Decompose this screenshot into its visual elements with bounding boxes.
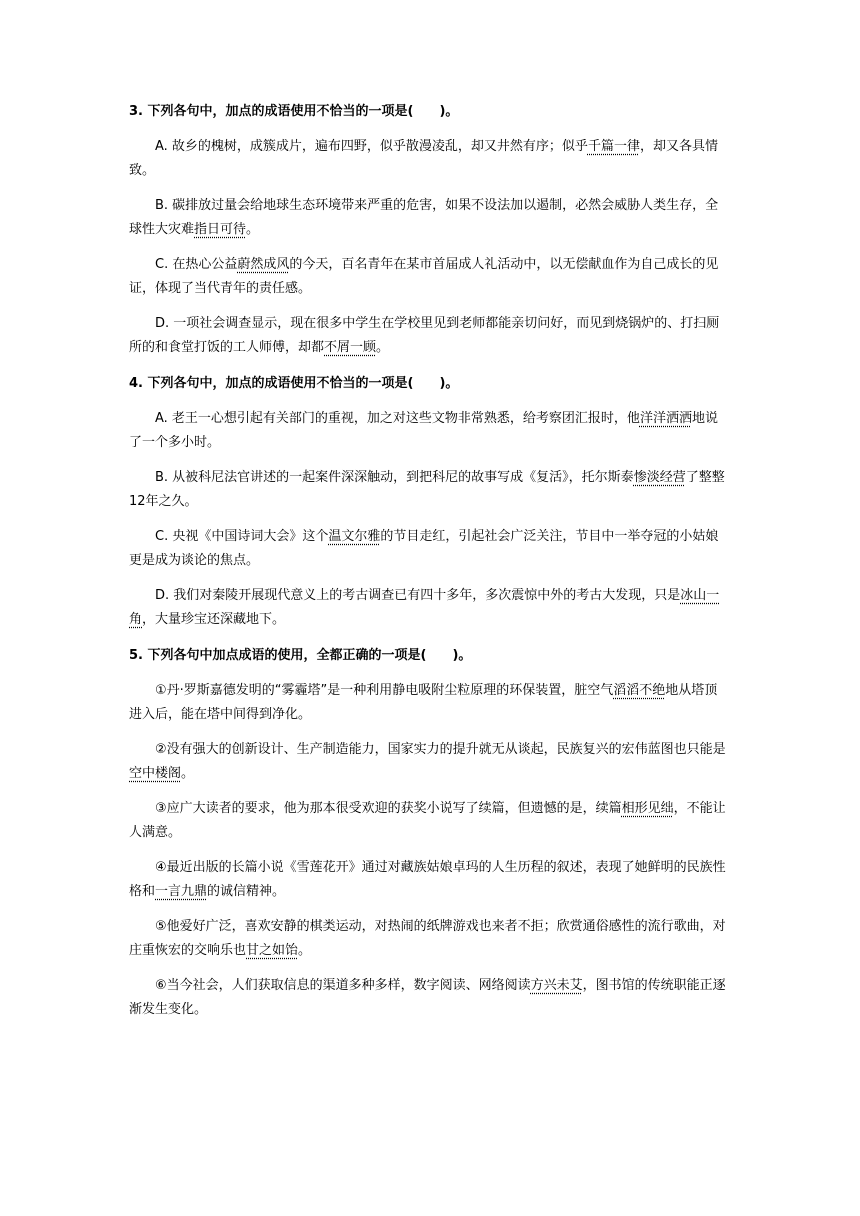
dotted-idiom: 甘之如饴 — [246, 943, 299, 958]
question-3-option-a: A. 故乡的槐树，成簇成片，遍布四野，似乎散漫凌乱，却又井然有序；似乎千篇一律，却又各具情致。 — [129, 139, 718, 178]
dotted-idiom: 一言九鼎 — [155, 884, 208, 899]
question-4-title: 4. 下列各句中，加点的成语使用不恰当的一项是( )。 — [129, 376, 459, 391]
dotted-idiom: 蔚然成风 — [237, 257, 290, 272]
question-4-option-c: C. 央视《中国诗词大会》这个温文尔雅的节目走红，引起社会广泛关注，节目中一举夺冠的小姑娘更是成为谈论的焦点。 — [129, 529, 719, 568]
question-3-title: 3. 下列各句中，加点的成语使用不恰当的一项是( )。 — [129, 104, 459, 119]
dotted-idiom: 洋洋洒洒 — [639, 411, 692, 426]
question-3-option-c: C. 在热心公益蔚然成风的今天，百名青年在某市首届成人礼活动中，以无偿献血作为自己成长的见证，体现了当代青年的责任感。 — [129, 257, 719, 296]
question-5-sentence-3: ③应广大读者的要求，他为那本很受欢迎的获奖小说写了续篇，但遗憾的是，续篇相形见绌，不能让人满意。 — [129, 801, 726, 840]
question-5-sentence-5: ⑤他爱好广泛，喜欢安静的棋类运动，对热闹的纸牌游戏也来者不拒；欣赏通俗感性的流行歌曲，对庄重恢宏的交响乐也甘之如饴。 — [129, 919, 726, 958]
question-5-sentence-1: ①丹·罗斯嘉德发明的“雾霾塔”是一种利用静电吸附尘粒原理的环保装置，脏空气滔滔不绝地从塔顶进入后，能在塔中间得到净化。 — [129, 683, 718, 722]
question-4-option-b: B. 从被科尼法官讲述的一起案件深深触动，到把科尼的故事写成《复活》，托尔斯泰惨淡经营了整整12年之久。 — [129, 470, 725, 509]
question-5-title: 5. 下列各句中加点成语的使用，全都正确的一项是( )。 — [129, 648, 472, 663]
dotted-idiom: 滔滔不绝 — [613, 683, 666, 698]
question-5-sentence-4: ④最近出版的长篇小说《雪莲花开》通过对藏族姑娘卓玛的人生历程的叙述，表现了她鲜明的民族性格和一言九鼎的诚信精神。 — [129, 860, 726, 899]
dotted-idiom: 冰山一角 — [129, 588, 720, 627]
document-page — [129, 100, 730, 1022]
dotted-idiom: 不屑一顾 — [324, 340, 377, 355]
dotted-idiom: 方兴未艾 — [530, 978, 583, 993]
question-3-option-d: D. 一项社会调查显示，现在很多中学生在学校里见到老师都能亲切问好，而见到烧锅炉的、打扫厕所的和食堂打饭的工人师傅，却都不屑一顾。 — [129, 316, 720, 355]
dotted-idiom: 千篇一律 — [587, 139, 640, 154]
question-4-option-d: D. 我们对秦陵开展现代意义上的考古调查已有四十多年，多次震惊中外的考古大发现，只是冰山一角，大量珍宝还深藏地下。 — [129, 588, 720, 627]
question-5-sentence-2: ②没有强大的创新设计、生产制造能力，国家实力的提升就无从谈起，民族复兴的宏伟蓝图也只能是空中楼阁。 — [129, 742, 726, 781]
question-3-option-b: B. 碳排放过量会给地球生态环境带来严重的危害，如果不设法加以遏制，必然会威胁人类生存，全球性大灾难指日可待。 — [129, 198, 719, 237]
question-5-sentence-6: ⑥当今社会，人们获取信息的渠道多种多样，数字阅读、网络阅读方兴未艾，图书馆的传统职能正逐渐发生变化。 — [129, 978, 726, 1017]
dotted-idiom: 惨淡经营 — [633, 470, 686, 485]
question-4-option-a: A. 老王一心想引起有关部门的重视，加之对这些文物非常熟悉，给考察团汇报时，他洋洋洒洒地说了一个多小时。 — [129, 411, 718, 450]
dotted-idiom: 指日可待 — [194, 222, 247, 237]
dotted-idiom: 温文尔雅 — [328, 529, 381, 544]
dotted-idiom: 相形见绌 — [621, 801, 674, 816]
dotted-idiom: 空中楼阁 — [129, 766, 182, 781]
